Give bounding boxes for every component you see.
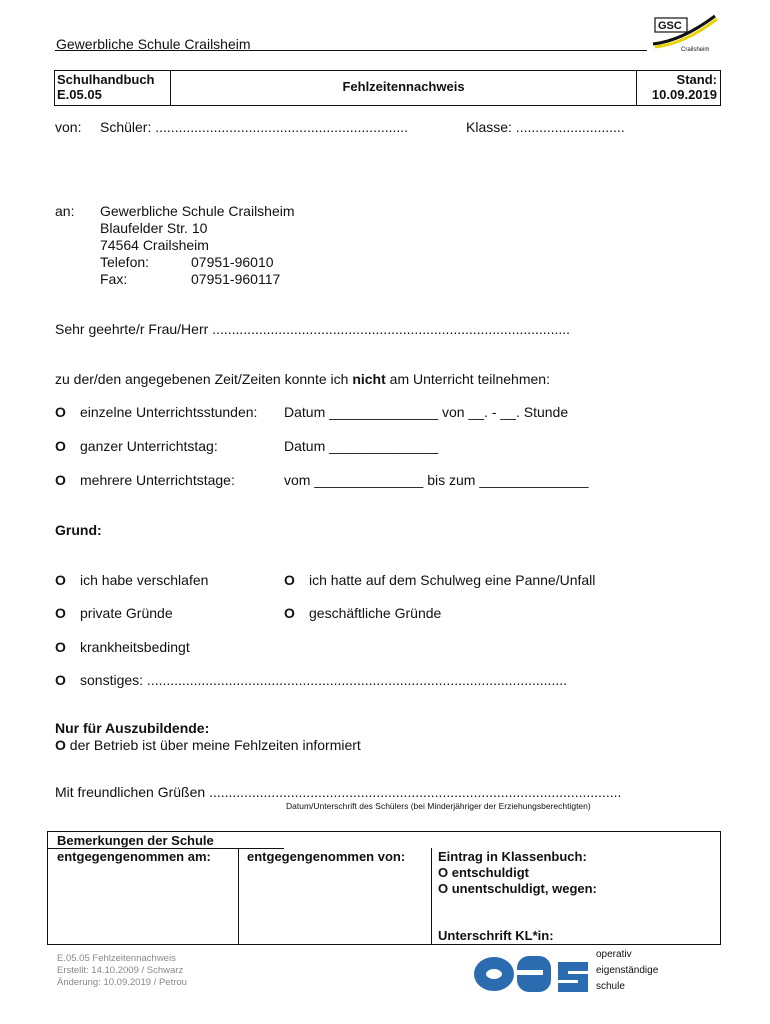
trainees-option[interactable] bbox=[55, 737, 361, 753]
reason-overslept-label: ich habe verschlafen bbox=[80, 572, 209, 588]
logo-text-top: GSC bbox=[658, 20, 682, 32]
intro-before: zu der/den angegebenen Zeit/Zeiten konnte ich bbox=[55, 371, 353, 387]
address-street: Blaufelder Str. 10 bbox=[100, 220, 208, 236]
class-field[interactable]: Klasse: ............................ bbox=[466, 119, 625, 135]
teacher-signature-label: Unterschrift KL*in: bbox=[438, 928, 554, 943]
oes-logo-icon bbox=[474, 946, 594, 992]
reason-breakdown-label: ich hatte auf dem Schulweg eine Panne/Unfall bbox=[309, 572, 596, 588]
handbook-label: Schulhandbuch bbox=[57, 72, 155, 87]
remarks-col-divider-1 bbox=[238, 848, 239, 944]
reason-private-label: private Gründe bbox=[80, 605, 173, 621]
intro-after: am Unterricht teilnehmen: bbox=[385, 371, 550, 387]
signature-caption: Datum/Unterschrift des Schülers (bei Minderjähriger der Erziehungsberechtigten) bbox=[286, 801, 591, 811]
closing-signature-field[interactable]: Mit freundlichen Grüßen .......................................................................................................... bbox=[55, 784, 622, 800]
gsc-logo bbox=[651, 14, 721, 52]
phone-label: Telefon: bbox=[100, 254, 150, 270]
remarks-title: Bemerkungen der Schule bbox=[57, 833, 214, 848]
footer-created: Erstellt: 14.10.2009 / Schwarz bbox=[57, 965, 184, 976]
option-multiple-days-field[interactable]: vom ______________ bis zum ______________ bbox=[284, 472, 589, 488]
option-full-day-checkbox[interactable]: O bbox=[55, 438, 66, 454]
option-full-day-field[interactable]: Datum ______________ bbox=[284, 438, 439, 454]
reason-overslept-checkbox[interactable]: O bbox=[55, 572, 66, 588]
excused-option[interactable]: O entschuldigt bbox=[438, 865, 529, 880]
footer-changed: Änderung: 10.09.2019 / Petrou bbox=[57, 977, 187, 988]
received-date-header: entgegengenommen am: bbox=[57, 849, 211, 864]
oes-word-schule: schule bbox=[596, 981, 625, 992]
student-field[interactable]: Schüler: ................................................................. bbox=[100, 119, 409, 135]
classbook-entry-header: Eintrag in Klassenbuch: bbox=[438, 849, 587, 864]
document-info-table bbox=[54, 70, 721, 106]
fax-label: Fax: bbox=[100, 271, 128, 287]
fax-number: 07951-960117 bbox=[191, 271, 281, 287]
salutation-field[interactable]: Sehr geehrte/r Frau/Herr ............................................................................................ bbox=[55, 321, 571, 337]
reason-illness-label: krankheitsbedingt bbox=[80, 639, 190, 655]
option-single-lessons-field[interactable]: Datum ______________ von __. - __. Stunde bbox=[284, 404, 569, 420]
school-name-header: Gewerbliche Schule Crailsheim bbox=[56, 36, 251, 52]
logo-text-bottom: Crailsheim bbox=[681, 47, 710, 52]
oes-word-eigenstaendige: eigenständige bbox=[596, 965, 659, 976]
stand-date: 10.09.2019 bbox=[651, 87, 717, 102]
trainees-checkbox[interactable]: O bbox=[55, 737, 66, 753]
option-full-day-label: ganzer Unterrichtstag: bbox=[80, 438, 218, 454]
reason-private-checkbox[interactable]: O bbox=[55, 605, 66, 621]
intro-bold: nicht bbox=[352, 371, 386, 387]
option-multiple-days-label: mehrere Unterrichtstage: bbox=[80, 472, 235, 488]
remarks-col-divider-2 bbox=[431, 848, 432, 944]
reason-breakdown-checkbox[interactable]: O bbox=[284, 572, 295, 588]
address-school: Gewerbliche Schule Crailsheim bbox=[100, 203, 295, 219]
option-multiple-days-checkbox[interactable]: O bbox=[55, 472, 66, 488]
to-label: an: bbox=[55, 203, 75, 219]
phone-number: 07951-96010 bbox=[191, 254, 274, 270]
option-single-lessons-checkbox[interactable]: O bbox=[55, 404, 66, 420]
trainees-label: der Betrieb ist über meine Fehlzeiten informiert bbox=[69, 737, 361, 753]
intro-text bbox=[55, 371, 550, 387]
trainees-heading: Nur für Auszubildende: bbox=[55, 720, 210, 736]
reason-business-checkbox[interactable]: O bbox=[284, 605, 295, 621]
from-label: von: bbox=[55, 119, 82, 135]
oes-word-operativ: operativ bbox=[596, 949, 632, 960]
received-by-header: entgegengenommen von: bbox=[247, 849, 406, 864]
address-city: 74564 Crailsheim bbox=[100, 237, 209, 253]
reason-business-label: geschäftliche Gründe bbox=[309, 605, 442, 621]
reason-heading: Grund: bbox=[55, 522, 102, 538]
school-remarks-table bbox=[47, 831, 721, 945]
unexcused-option[interactable]: O unentschuldigt, wegen: bbox=[438, 881, 597, 896]
option-single-lessons-label: einzelne Unterrichtsstunden: bbox=[80, 404, 258, 420]
document-title: Fehlzeitennachweis bbox=[342, 79, 465, 94]
reason-other-field[interactable]: sonstiges: ............................................................................................................ bbox=[80, 672, 568, 688]
stand-label: Stand: bbox=[676, 72, 717, 87]
reason-illness-checkbox[interactable]: O bbox=[55, 639, 66, 655]
reason-other-checkbox[interactable]: O bbox=[55, 672, 66, 688]
handbook-code: E.05.05 bbox=[57, 87, 102, 102]
footer-doc-name: E.05.05 Fehlzeitennachweis bbox=[57, 953, 176, 964]
header-rule bbox=[55, 50, 647, 51]
